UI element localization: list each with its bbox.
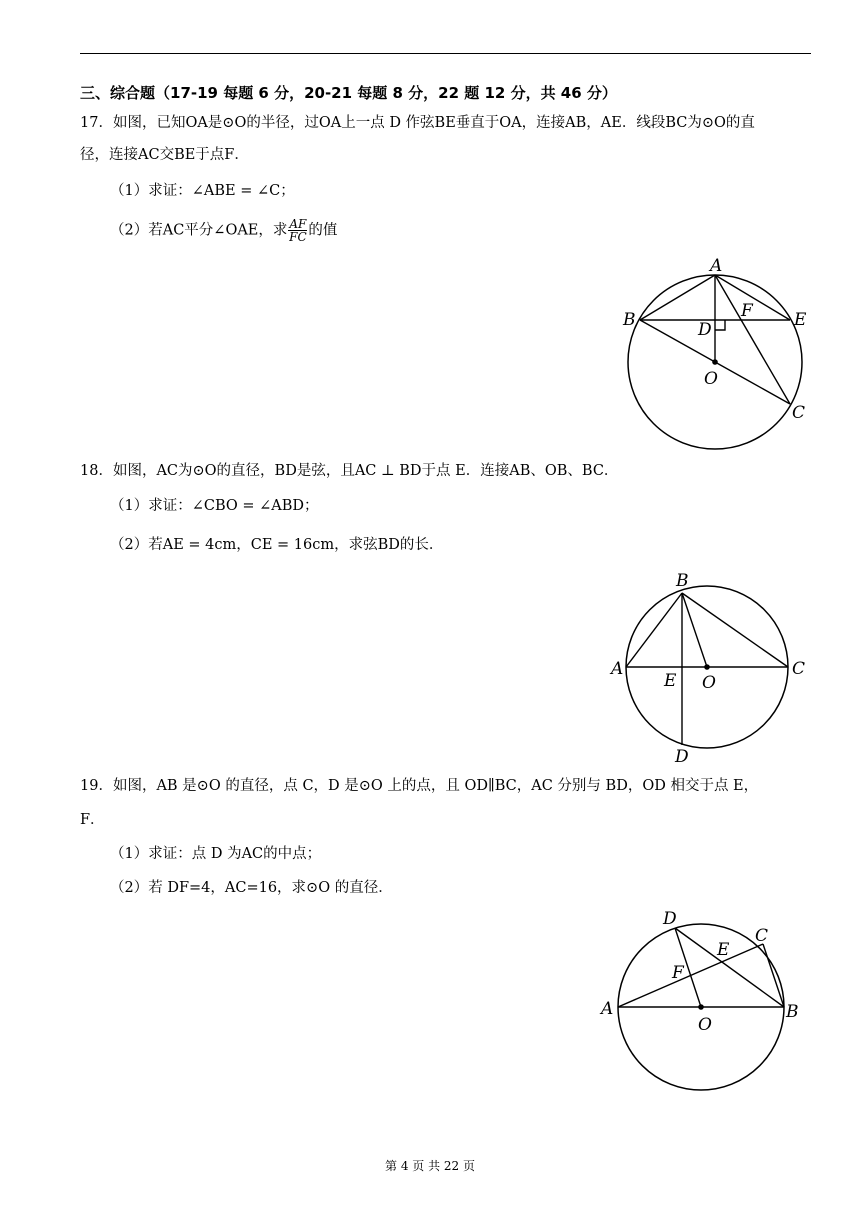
q19-label-O: O bbox=[698, 1015, 712, 1035]
q17-label-D: D bbox=[698, 320, 712, 340]
q19-label-D: D bbox=[663, 909, 677, 929]
q17-stem-line2: 径，连接AC交BE于点F． bbox=[80, 147, 249, 163]
q19-label-B: B bbox=[786, 1002, 799, 1022]
q19-stem-line1: 19．如图，AB 是⊙O 的直径，点 C，D 是⊙O 上的点，且 OD∥BC，AC 分别与 BD，OD 相交于点 E， bbox=[80, 778, 759, 794]
q19-segment-BC bbox=[763, 944, 784, 1007]
q18-label-E: E bbox=[664, 671, 677, 691]
q18-label-O: O bbox=[702, 673, 716, 693]
q17-part2-prefix: （2）若AC平分∠OAE，求 bbox=[110, 222, 288, 239]
q17-fraction-numerator: AF bbox=[289, 217, 307, 231]
q19-label-E: E bbox=[717, 940, 730, 960]
q17-stem-line1: 17．如图，已知OA是⊙O的半径，过OA上一点 D 作弦BE垂直于OA，连接AB，AE．线段BC为⊙O的直 bbox=[80, 115, 755, 131]
q19-stem-line2: F． bbox=[80, 812, 105, 828]
q19-label-C: C bbox=[755, 926, 769, 946]
q18-label-A: A bbox=[611, 659, 624, 679]
q18-part2: （2）若AE = 4cm，CE = 16cm，求弦BD的长． bbox=[110, 537, 444, 553]
q19-part1: （1）求证：点 D 为AC的中点； bbox=[110, 846, 322, 862]
q19-part2: （2）若 DF=4，AC=16，求⊙O 的直径． bbox=[110, 880, 393, 896]
q17-fraction-denominator: FC bbox=[289, 230, 307, 244]
q17-label-C: C bbox=[792, 403, 806, 423]
q18-label-D: D bbox=[675, 747, 689, 767]
q18-part1: （1）求证：∠CBO = ∠ABD； bbox=[110, 498, 319, 514]
q17-label-F: F bbox=[741, 301, 753, 321]
section-heading: 三、综合题（17-19 每题 6 分，20-21 每题 8 分，22 题 12 分，共 46 分） bbox=[80, 84, 617, 102]
q19-label-A: A bbox=[601, 999, 614, 1019]
q17-label-B: B bbox=[623, 310, 636, 330]
q19-label-F: F bbox=[672, 963, 684, 983]
page-footer: 第 4 页 共 22 页 bbox=[385, 1159, 475, 1173]
q17-label-A: A bbox=[710, 256, 723, 276]
q17-part2-suffix: 的值 bbox=[308, 222, 338, 239]
q19-center-dot bbox=[698, 1004, 704, 1010]
q17-part1: （1）求证：∠ABE = ∠C； bbox=[110, 183, 295, 199]
q18-label-C: C bbox=[792, 659, 806, 679]
q18-stem-line1: 18．如图，AC为⊙O的直径，BD是弦，且AC ⊥ BD于点 E．连接AB、OB、BC． bbox=[80, 463, 619, 479]
q18-label-B: B bbox=[676, 571, 689, 591]
q17-label-O: O bbox=[704, 369, 718, 389]
q17-label-E: E bbox=[794, 310, 807, 330]
